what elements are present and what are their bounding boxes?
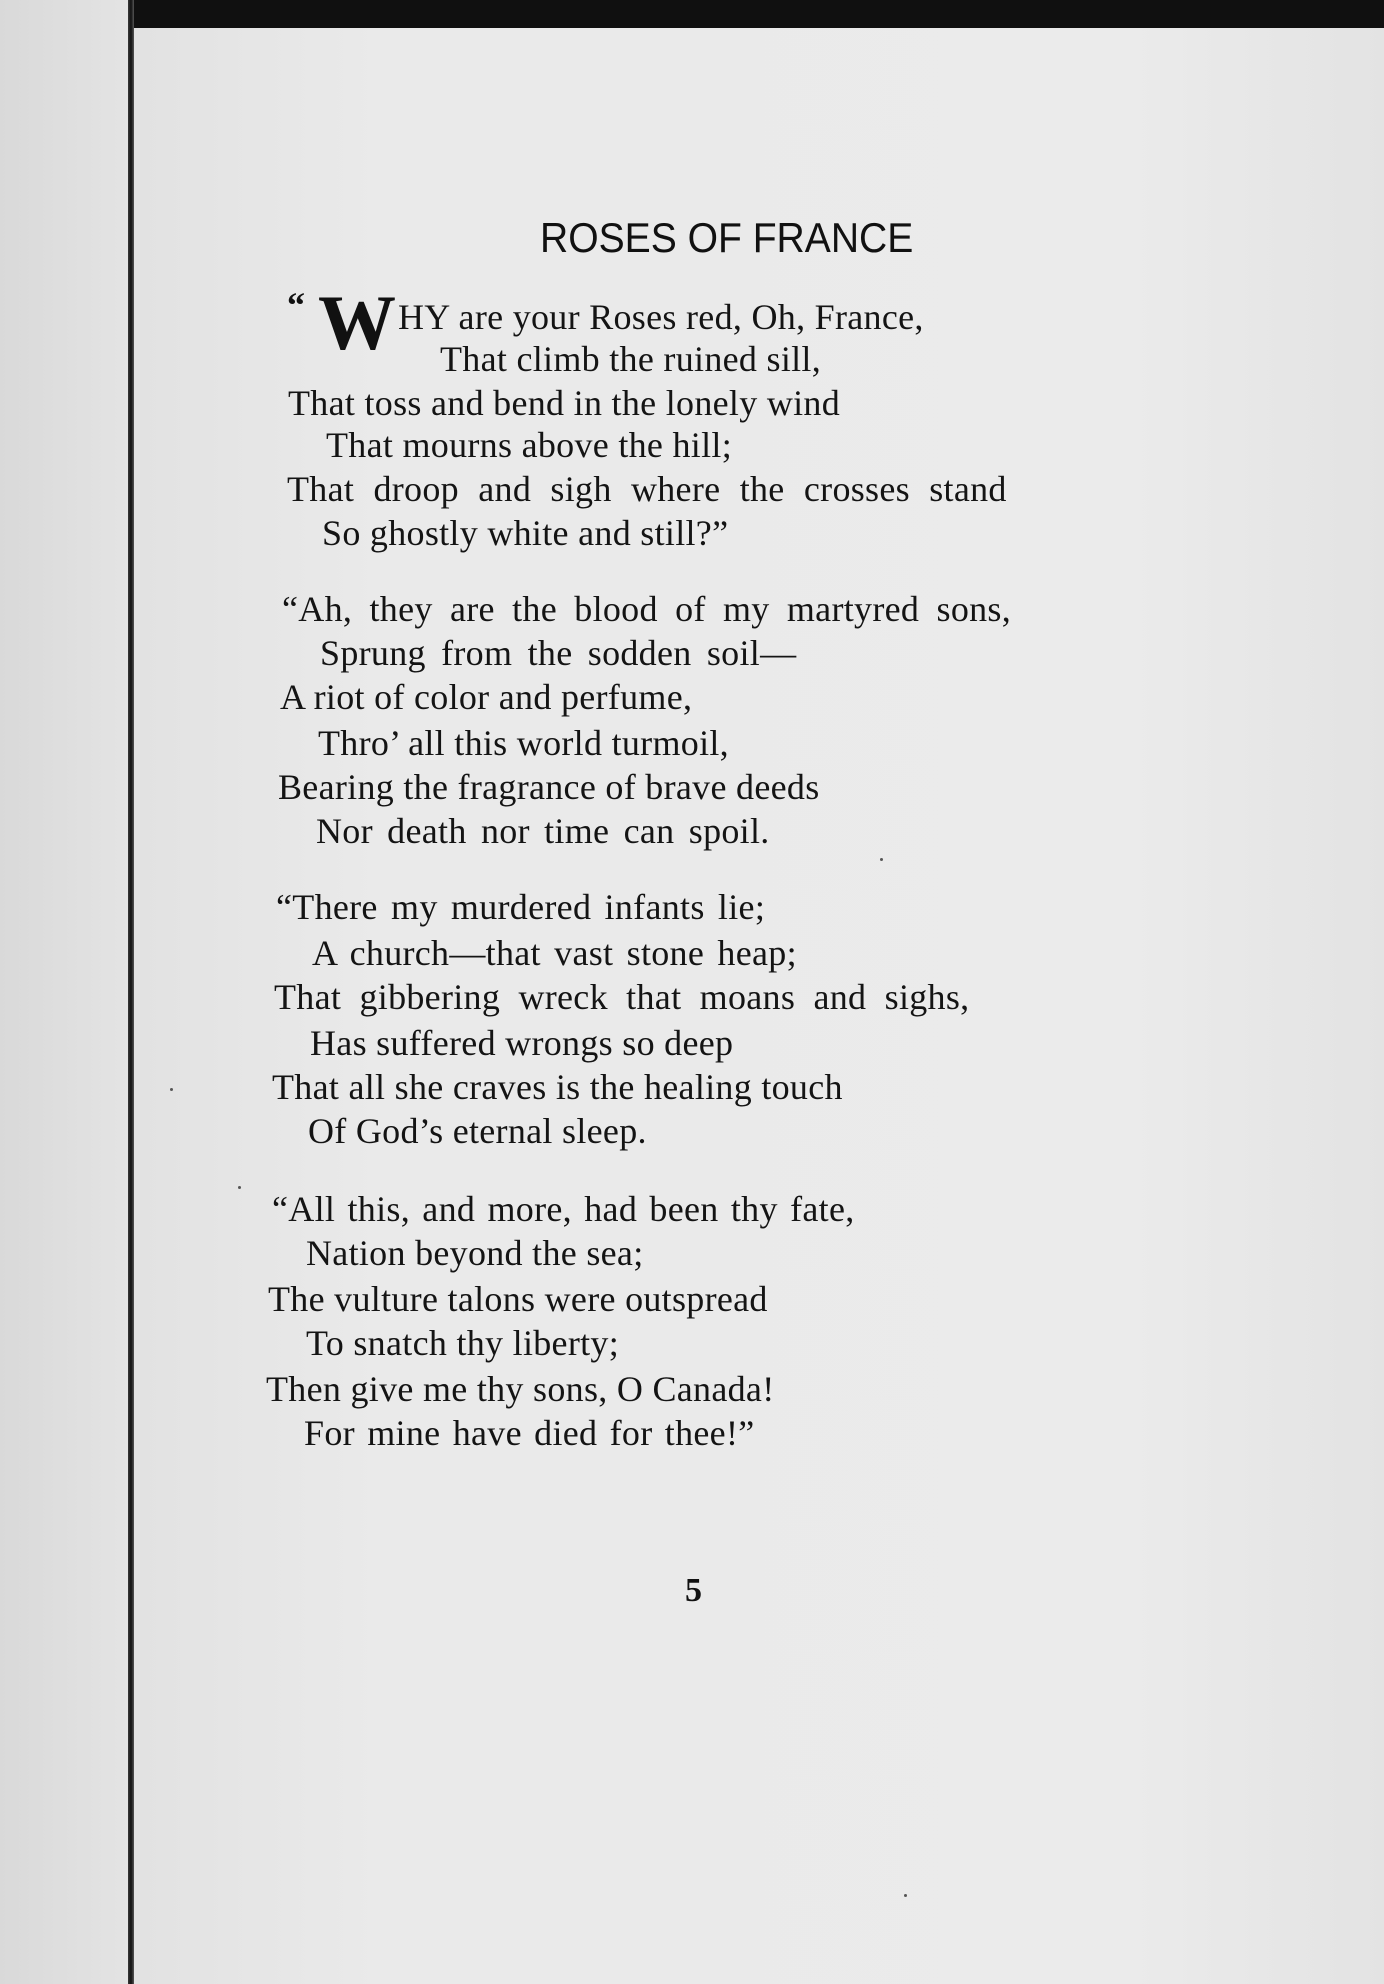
poem-line: Of God’s eternal sleep. [308,1111,647,1151]
poem-line: Then give me thy sons, O Canada! [266,1369,775,1409]
poem-line: HY are your Roses red, Oh, France, [398,297,924,337]
poem-line: “Ah, they are the blood of my martyred sons, [282,589,1012,629]
scan-speck [904,1894,907,1897]
poem-line: Nor death nor time can spoil. [316,811,770,851]
scan-speck [238,1186,241,1189]
poem-line: Nation beyond the sea; [306,1233,644,1273]
opening-quote-mark: “ [287,285,305,325]
poem-line: The vulture talons were outspread [268,1279,768,1319]
poem-line: Bearing the fragrance of brave deeds [278,767,820,807]
poem-line: “There my murdered infants lie; [276,887,766,927]
scan-speck [880,858,883,861]
poem-line: To snatch thy liberty; [306,1323,620,1363]
poem-line: That toss and bend in the lonely wind [288,383,841,423]
poem-line: A church—that vast stone heap; [312,933,797,973]
poem-line: Has suffered wrongs so deep [310,1023,734,1063]
poem-line: That droop and sigh where the crosses stand [287,469,1007,509]
poem-line: Thro’ all this world turmoil, [318,723,729,763]
poem-line: That gibbering wreck that moans and sighs, [274,977,970,1017]
poem-line: “All this, and more, had been thy fate, [272,1189,855,1229]
poem-line: A riot of color and perfume, [280,677,693,717]
scan-speck [170,1088,173,1091]
poem-line: That mourns above the hill; [326,425,733,465]
poem-line: That climb the ruined sill, [440,339,822,379]
page-number: 5 [685,1572,702,1609]
poem-line: That all she craves is the healing touch [272,1067,843,1107]
poem-title: ROSES OF FRANCE [540,214,914,261]
poem-line: Sprung from the sodden soil— [320,633,797,673]
poem-line: So ghostly white and still?” [322,513,729,553]
facing-page-edge [0,0,132,1984]
drop-cap-letter: W [318,279,396,366]
poem-line: For mine have died for thee!” [304,1413,755,1453]
